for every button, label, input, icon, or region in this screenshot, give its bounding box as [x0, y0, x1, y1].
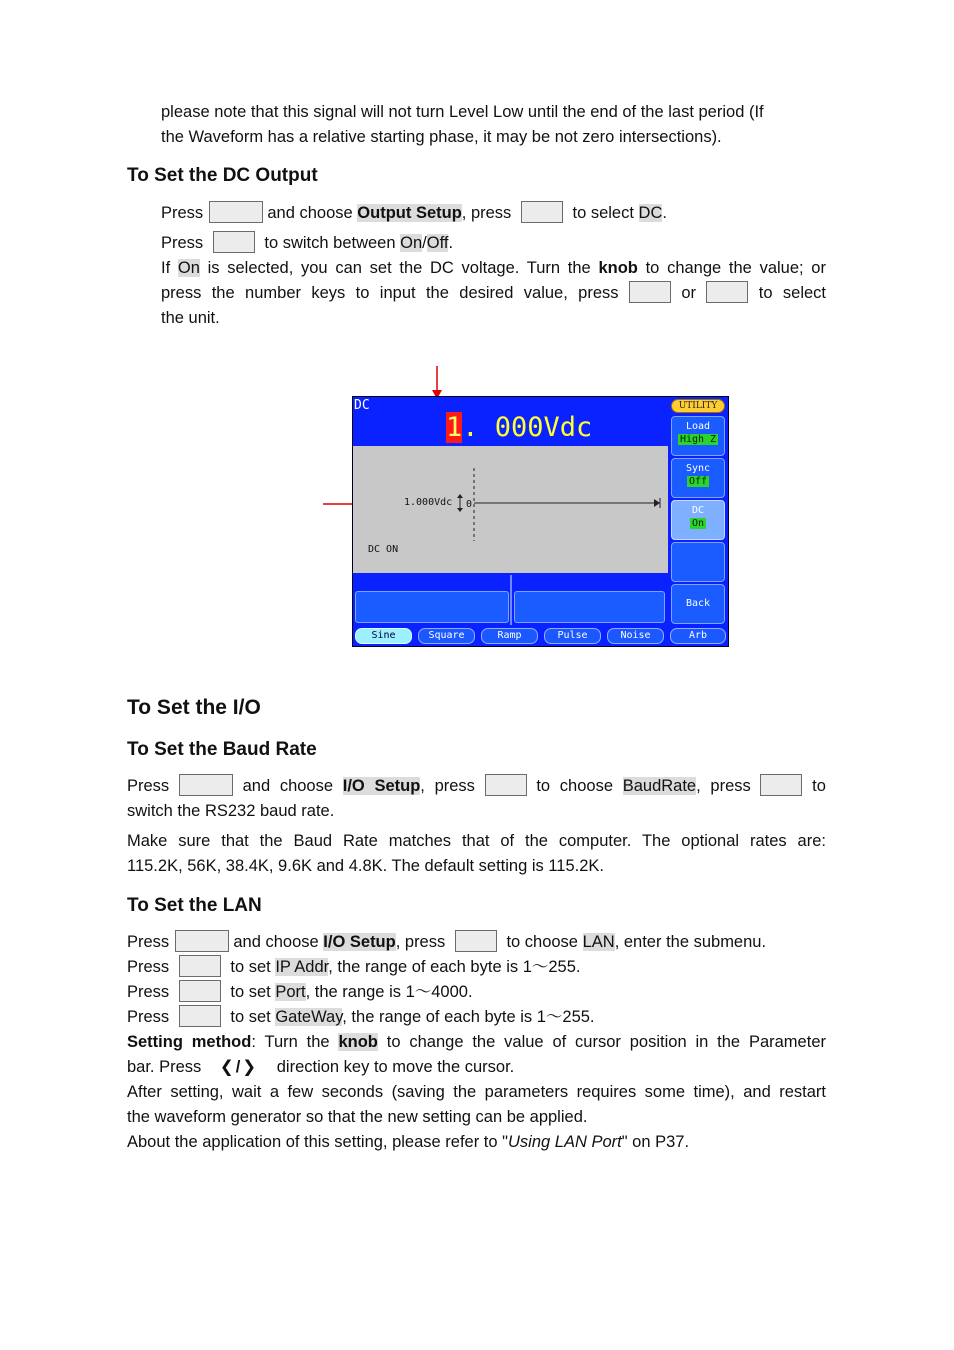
softkey-dc[interactable]: DC On [671, 500, 725, 540]
dc-line-5: the unit. [161, 309, 220, 327]
lan-line-ip: Press to set IP Addr, the range of each byte is 1～255. [127, 955, 581, 980]
lan-option: LAN [582, 933, 615, 951]
wave-pulse-button[interactable]: Pulse [544, 628, 601, 644]
baud-note-line-2: 115.2K, 56K, 38.4K, 9.6K and 4.8K. The default setting is 115.2K. [127, 857, 605, 875]
sync-value: Off [688, 476, 708, 487]
dc-line-4: press the number keys to input the desired value, press or to select [161, 281, 826, 306]
io-setup-label: I/O Setup [342, 777, 421, 795]
lan-line-gateway: Press to set GateWay, the range of each byte is 1～255. [127, 1005, 595, 1030]
dc-level-label: 1.000Vdc [404, 497, 453, 508]
section-heading-io: To Set the I/O [127, 696, 261, 719]
after-line-1: After setting, wait a few seconds (saving the parameters requires some time), and restart [127, 1083, 826, 1101]
dc-value: On [691, 518, 705, 529]
paragraph-line: the Waveform has a relative starting phase, it may be not zero intersections). [161, 128, 722, 146]
dc-line-3: If On is selected, you can set the DC voltage. Turn the knob to change the value; or [161, 259, 826, 277]
softkey-sync[interactable]: Sync Off [671, 458, 725, 498]
direction-line: bar. Press ❮/❯ direction key to move the cursor. [127, 1055, 514, 1080]
softkey[interactable] [179, 980, 221, 1002]
section-heading-baud: To Set the Baud Rate [127, 739, 317, 760]
utility-title: UTILITY [671, 399, 725, 413]
direction-key-icon: ❮/❯ [219, 1058, 259, 1076]
wave-square-button[interactable]: Square [418, 628, 475, 644]
softkey-empty[interactable] [671, 542, 725, 582]
about-line: About the application of this setting, please refer to "Using LAN Port" on P37. [127, 1133, 690, 1151]
baud-note-line-1: Make sure that the Baud Rate matches that of the computer. The optional rates are: [127, 832, 826, 850]
link-using-lan-port: Using LAN Port [508, 1133, 622, 1151]
output-setup-label: Output Setup [357, 204, 462, 222]
softkey[interactable] [760, 774, 802, 796]
softkey[interactable] [455, 930, 497, 952]
softkey-load[interactable]: Load High Z [671, 416, 725, 456]
section-heading-lan: To Set the LAN [127, 895, 262, 916]
big-value-readout: 1. 000Vdc [446, 412, 593, 443]
wave-arb-button[interactable]: Arb [670, 628, 726, 644]
lan-line-port: Press to set Port, the range is 1～4000. [127, 980, 473, 1005]
after-line-2: the waveform generator so that the new setting can be applied. [127, 1108, 588, 1126]
baudrate-option: BaudRate [622, 777, 697, 795]
softkey-back[interactable]: Back [671, 584, 725, 624]
dc-option: DC [638, 204, 663, 222]
load-value: High Z [679, 434, 717, 445]
io-setup-label: I/O Setup [323, 933, 396, 951]
down-arrow-icon [432, 366, 442, 399]
softkey[interactable] [485, 774, 527, 796]
softkey[interactable] [179, 955, 221, 977]
utility-key[interactable] [179, 774, 233, 796]
baud-line-2: switch the RS232 baud rate. [127, 802, 335, 820]
parameter-field[interactable] [514, 591, 665, 623]
waveform-plot [353, 446, 668, 573]
divider [510, 575, 512, 625]
utility-key[interactable] [175, 930, 229, 952]
status-text: DC ON [368, 544, 399, 555]
mode-label: DC [354, 398, 370, 413]
zero-label: 0 [466, 499, 473, 510]
wave-noise-button[interactable]: Noise [607, 628, 664, 644]
setting-method-line: Setting method: Turn the knob to change the value of cursor position in the Parameter [127, 1033, 826, 1051]
parameter-field[interactable] [355, 591, 509, 623]
baud-line-1: Press and choose I/O Setup, press to choose BaudRate, press to [127, 774, 826, 799]
softkey[interactable] [179, 1005, 221, 1027]
dc-line-1: Press and choose Output Setup, press to select DC. [161, 201, 667, 226]
dc-line-2: Press to switch between On/Off. [161, 231, 453, 256]
wave-ramp-button[interactable]: Ramp [481, 628, 538, 644]
section-heading-dc: To Set the DC Output [127, 165, 318, 186]
lan-line-1: Press and choose I/O Setup, press to choose LAN, enter the submenu. [127, 930, 766, 955]
cursor-digit: 1 [446, 412, 463, 443]
wave-sine-button[interactable]: Sine [355, 628, 412, 644]
paragraph-line: please note that this signal will not turn Level Low until the end of the last period (If [161, 103, 764, 121]
